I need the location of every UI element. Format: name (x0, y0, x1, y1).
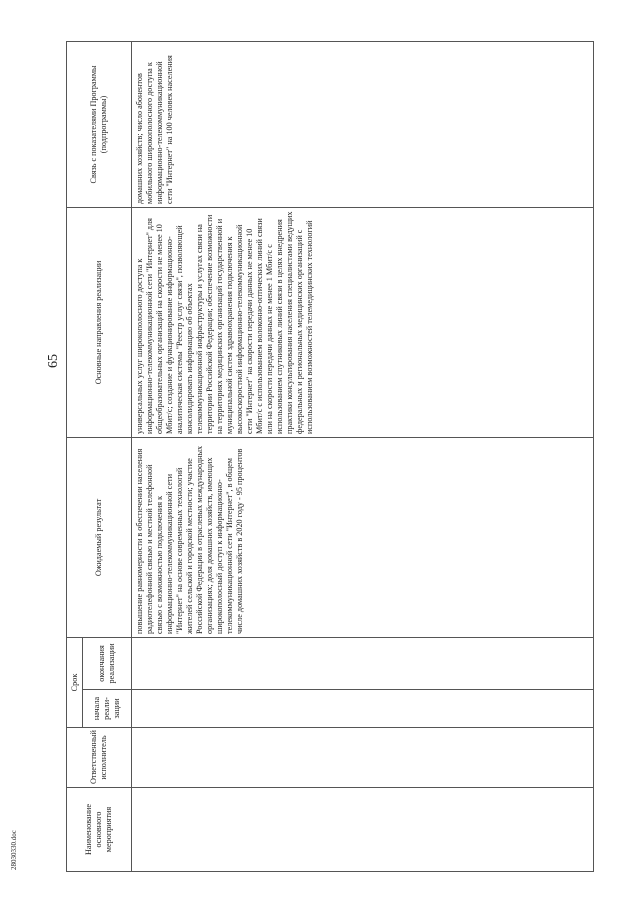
cell-result: повышение равномерности в обеспечении населения радиотелефонной связью и местной телефонной связью с возможностью подключения к информационно-телекоммуникационной сети "Интернет" на основе современных технологий жителей сельской и городской местности; участие Российской Федерации в отраслевых международных организациях; доля домашних хозяйств, имеющих широкополосный доступ к информационно-телекоммуникационной сети "Интернет", в общем числе домашних хозяйств в 2020 году - 95 процентов (132, 437, 594, 637)
table-row (132, 41, 594, 871)
header-term-end: окончания реализации (83, 637, 132, 689)
cell-link: домашних хозяйств; число абонентов мобильного широкополосного доступа к информационно-телекоммуникационной сети "Интернет" на 100 человек населения (132, 41, 594, 207)
cell-name (132, 788, 594, 872)
header-name: Наименование основного мероприятия (67, 788, 132, 872)
header-executor: Ответственный исполнитель (67, 728, 132, 788)
header-result: Ожидаемый результат (67, 437, 132, 637)
cell-end (132, 637, 594, 689)
cell-directions: универсальных услуг широкополосного доступа к информационно-телекоммуникационной сети "Интернет" для общеобразовательных организаций на скорости не менее 10 Мбит/с; создание и функционирование информационно-аналитическая системы "Реестр услуг связи", позволяющей консолидировать информацию об объектах телекоммуникационной инфраструктуры и услугах связи на территории Российской Федерации; обеспечение возможности на территориях медицинских организаций государственной и муниципальной систем здравоохранения подключения к высокоскоростной информационно-телекоммуникационной сети "Интернет" на скорости передачи данных не менее 10 Мбит/с с использованием волоконно-оптических линий связи или на скорости передачи данных не менее 1 Мбит/с с использованием спутниковых линий связи в целях внедрения практики консультирования населения специалистами ведущих федеральных и региональных медицинских организаций с использованием возможностей телемедицинских технологий (132, 207, 594, 437)
rotated-table-container (66, 42, 594, 872)
document-id: 28030330.doc (10, 830, 18, 870)
header-term-start: начала реали-зации (83, 690, 132, 728)
cell-executor (132, 728, 594, 788)
header-term: Срок (67, 637, 83, 727)
header-directions: Основные направления реализации (67, 207, 132, 437)
page-number: 65 (46, 354, 61, 368)
cell-start (132, 690, 594, 728)
header-link: Связь с показателями Программы (подпрограммы) (67, 41, 132, 207)
program-table (66, 41, 594, 872)
